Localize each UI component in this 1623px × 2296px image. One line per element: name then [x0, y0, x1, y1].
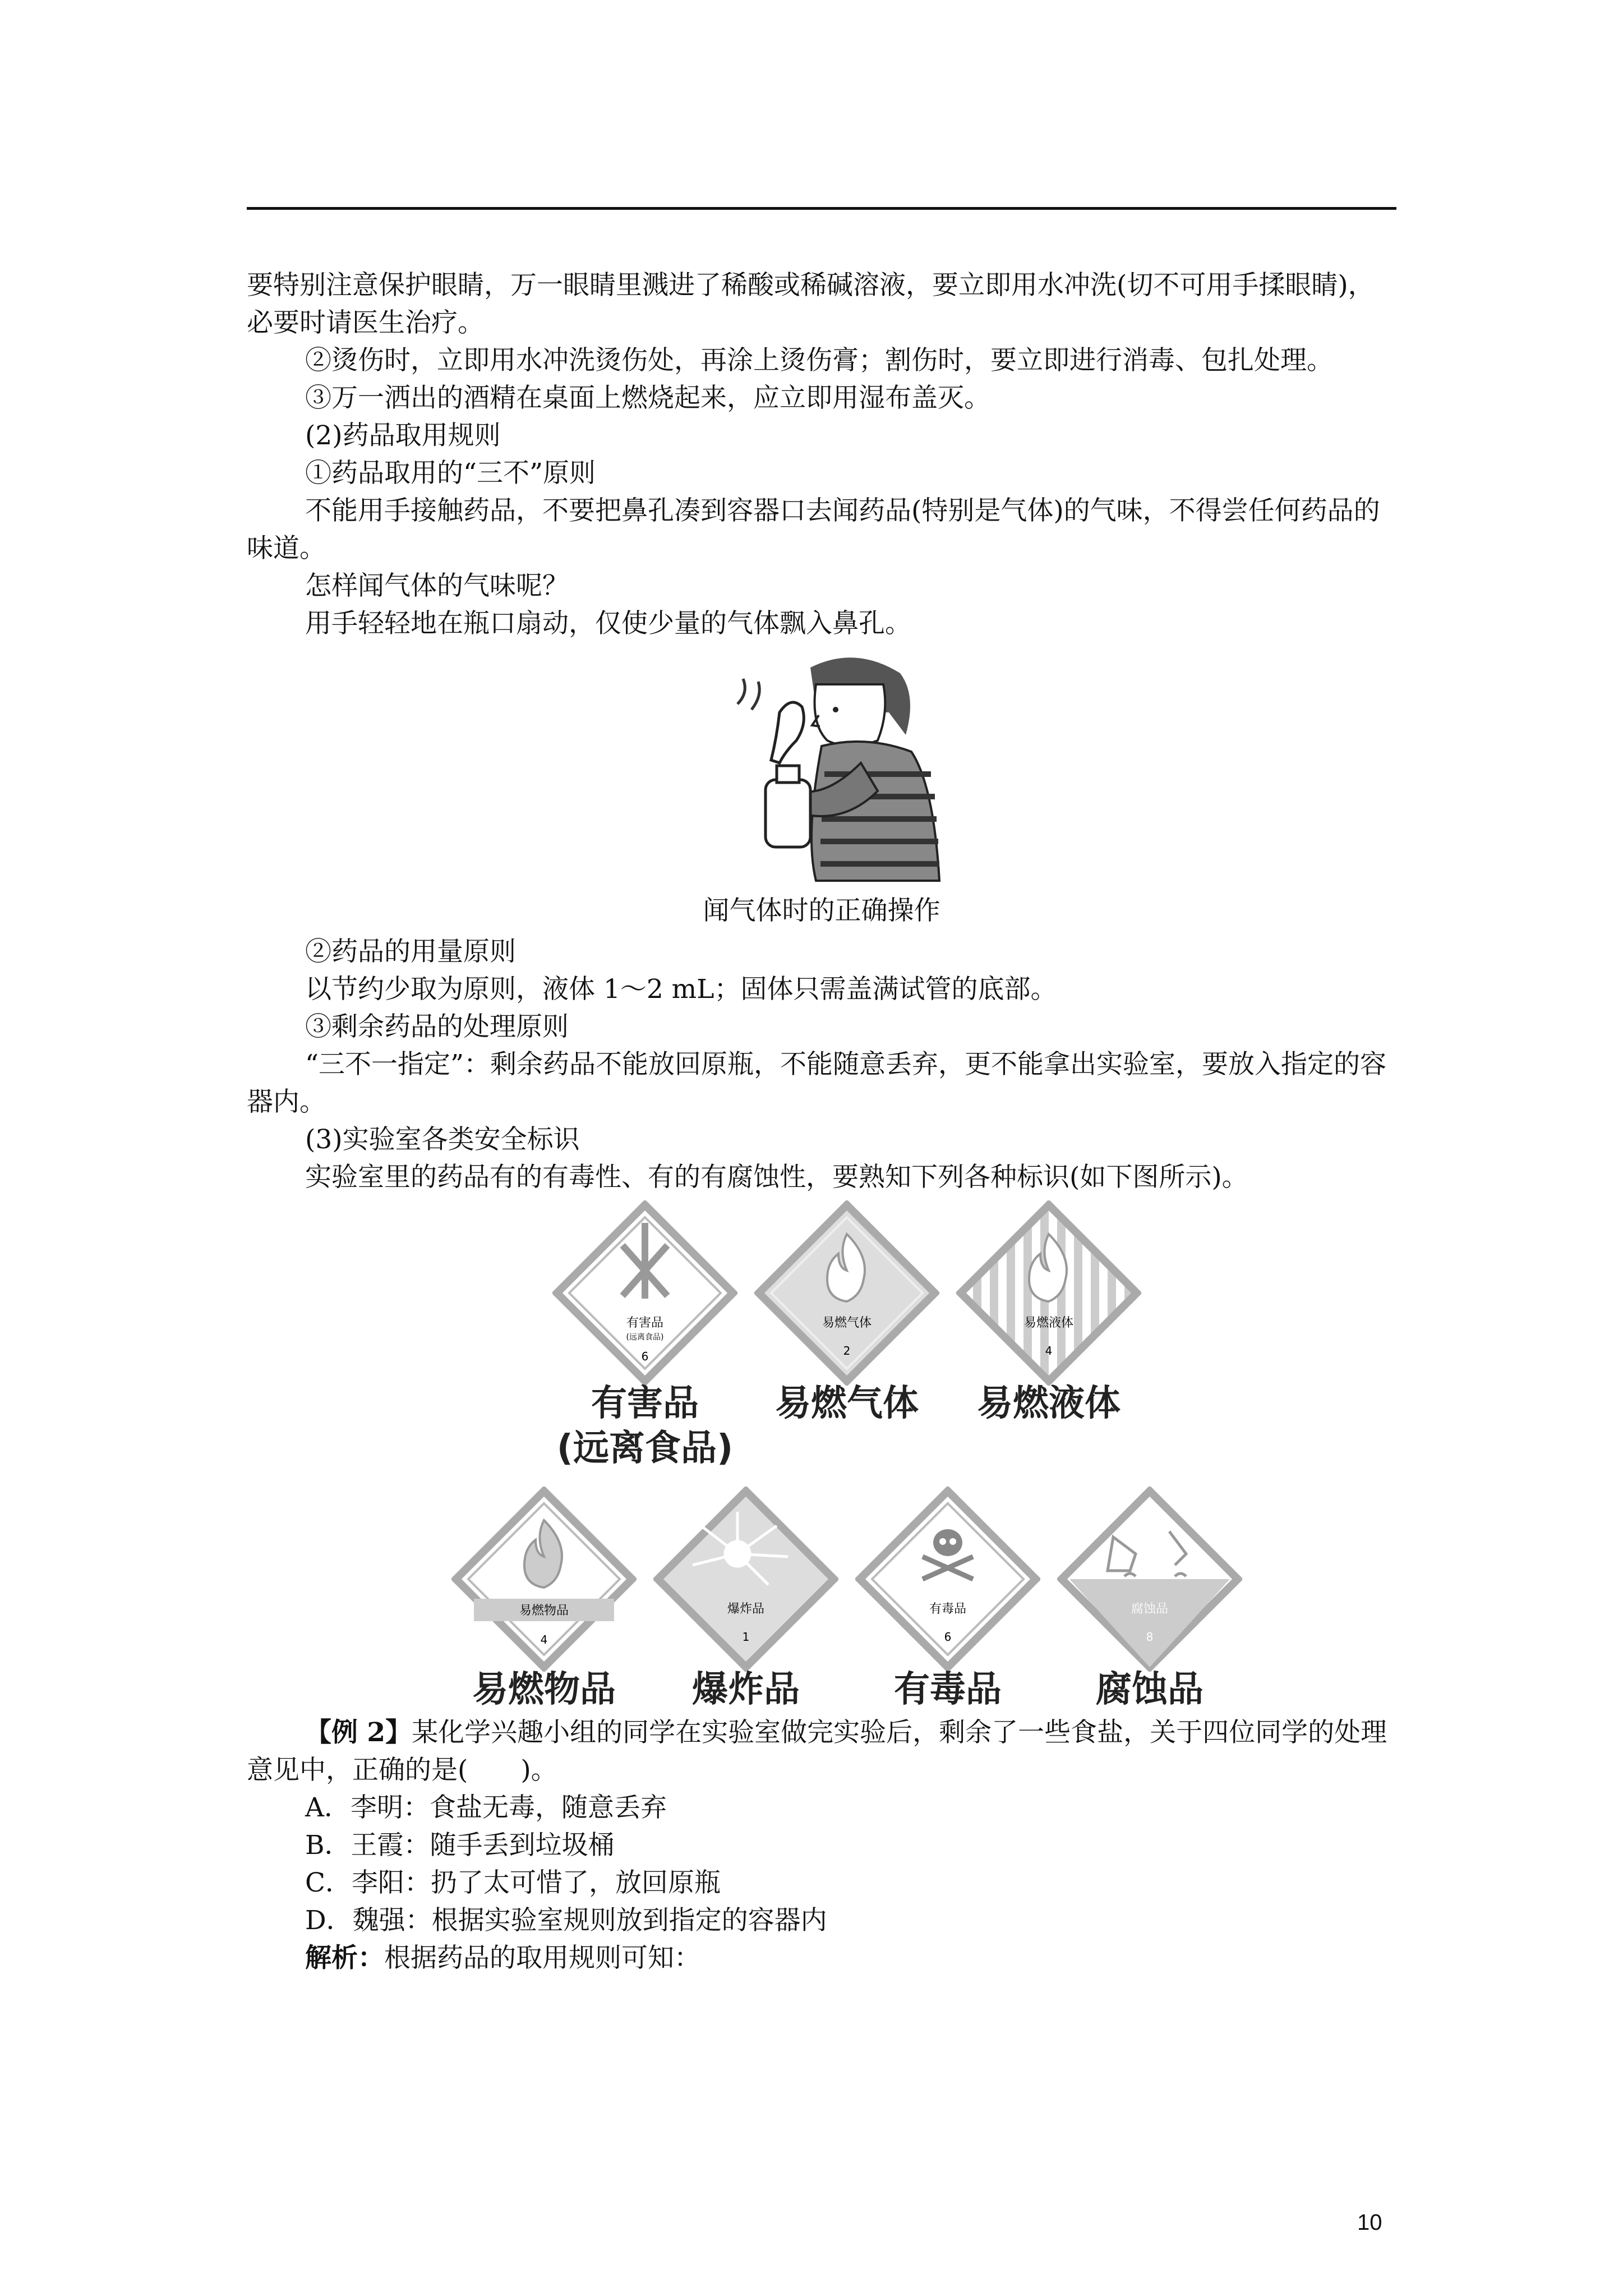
sign-flammable-gas [754, 1200, 939, 1386]
paragraph: “三不一指定”：剩余药品不能放回原瓶，不能随意丢弃，更不能拿出实验室，要放入指定的容器内。 [247, 1049, 1387, 1117]
option-d: D．魏强：根据实验室规则放到指定的容器内 [305, 1905, 827, 1936]
example-block [247, 1714, 1396, 1977]
sign-number: 4 [1045, 1344, 1053, 1358]
sign-caption: 易燃液体 [977, 1383, 1121, 1424]
page-number: 10 [1357, 2210, 1382, 2235]
analysis [247, 1939, 1396, 1977]
sign-caption: 有害品 [591, 1383, 699, 1424]
sign-caption: 易燃气体 [775, 1383, 919, 1424]
sign-number: 8 [1146, 1630, 1154, 1644]
example-tag: 【例 2】 [305, 1717, 412, 1748]
sign-number: 1 [742, 1630, 750, 1644]
sign-inner-label: 易燃物品 [519, 1604, 569, 1618]
paragraph: ②药品的用量原则 [305, 936, 516, 967]
sign-inner-label: 有害品 [626, 1316, 664, 1330]
sign-number: 6 [944, 1630, 952, 1644]
option-b: B．王霞：随手丢到垃圾桶 [305, 1830, 615, 1861]
sign-inner-label: 易燃液体 [1023, 1316, 1074, 1330]
option-c: C．李阳：扔了太可惜了，放回原瓶 [305, 1867, 721, 1898]
sign-inner-sub: (远离食品) [626, 1333, 664, 1342]
sign-toxic [855, 1487, 1040, 1672]
smelling-gas-illustration [726, 651, 962, 886]
example-question-text: 某化学兴趣小组的同学在实验室做完实验后，剩余了一些食盐，关于四位同学的处理意见中，正确的是( )。 [247, 1717, 1387, 1786]
paragraph: 怎样闻气体的气味呢？ [305, 570, 569, 601]
sign-caption: 腐蚀品 [1096, 1669, 1204, 1710]
option-a: A．李明：食盐无毒，随意丢弃 [305, 1792, 667, 1823]
paragraph: 以节约少取为原则，液体 1～2 mL；固体只需盖满试管的底部。 [305, 974, 1057, 1005]
paragraph: ③剩余药品的处理原则 [305, 1011, 569, 1042]
sign-number: 2 [843, 1344, 851, 1358]
sign-flammable-liquid [956, 1200, 1141, 1386]
sign-inner-label: 有毒品 [929, 1602, 967, 1616]
sign-flammable-solid [451, 1487, 637, 1672]
analysis-label: 解析： [305, 1943, 384, 1973]
paragraph: ②烫伤时，立即用水冲洗烫伤处，再涂上烫伤膏；割伤时，要立即进行消毒、包扎处理。 [305, 345, 1333, 376]
analysis-text: 根据药品的取用规则可知： [384, 1943, 700, 1973]
paragraph: 要特别注意保护眼睛，万一眼睛里溅进了稀酸或稀碱溶液，要立即用水冲洗(切不可用手揉眼睛)，必要时请医生治疗。 [247, 270, 1375, 338]
paragraph: 不能用手接触药品，不要把鼻孔凑到容器口去闻药品(特别是气体)的气味，不得尝任何药品的味道。 [247, 495, 1380, 564]
sign-explosive [653, 1487, 838, 1672]
sign-inner-label: 易燃气体 [822, 1316, 872, 1330]
sign-caption: 易燃物品 [472, 1669, 616, 1710]
body-text-top [247, 266, 1396, 642]
body-text-middle [247, 933, 1396, 1196]
sign-caption: 爆炸品 [692, 1669, 800, 1710]
header-rule [247, 207, 1396, 210]
paragraph: 用手轻轻地在瓶口扇动，仅使少量的气体飘入鼻孔。 [305, 608, 911, 639]
example-question [247, 1714, 1396, 1789]
paragraph: ①药品取用的“三不”原则 [305, 458, 596, 489]
sign-inner-label: 爆炸品 [727, 1602, 765, 1616]
sign-inner-label: 腐蚀品 [1131, 1602, 1169, 1616]
sign-number: 6 [641, 1350, 649, 1363]
paragraph: (2)药品取用规则 [305, 420, 501, 451]
paragraph: 实验室里的药品有的有毒性、有的有腐蚀性，要熟知下列各种标识(如下图所示)。 [305, 1162, 1248, 1193]
sign-caption-sub: (远离食品) [556, 1428, 734, 1469]
paragraph: ③万一洒出的酒精在桌面上燃烧起来，应立即用湿布盖灭。 [305, 383, 990, 413]
sign-number: 4 [540, 1633, 548, 1646]
sign-caption: 有毒品 [894, 1669, 1002, 1710]
sign-corrosive [1057, 1487, 1242, 1672]
figure-caption: 闻气体时的正确操作 [703, 895, 940, 926]
paragraph: (3)实验室各类安全标识 [305, 1124, 580, 1155]
sign-harmful [552, 1200, 737, 1386]
